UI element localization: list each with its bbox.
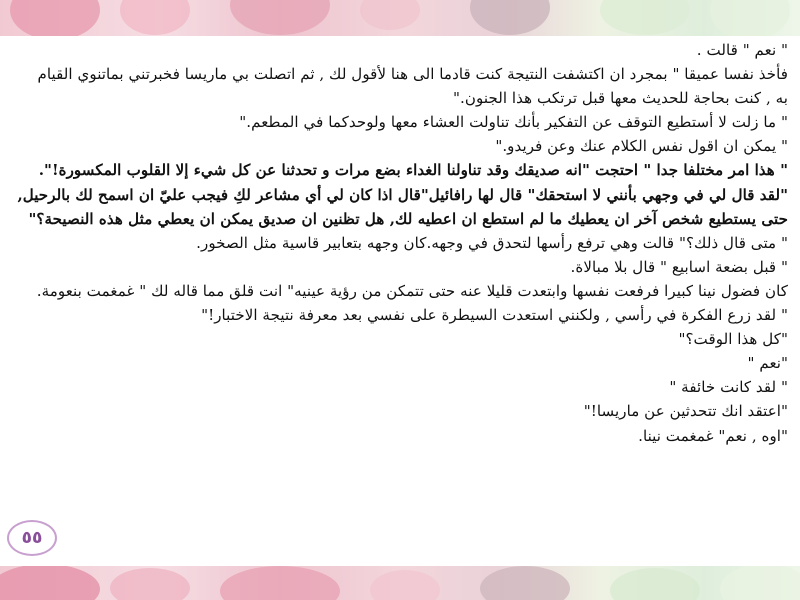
top-floral-banner	[0, 0, 800, 40]
text-line: " قبل بضعة اسابيع " قال بلا مبالاة.	[570, 257, 788, 276]
text-line: "نعم "	[747, 354, 788, 373]
text-line: "اعتقد انك تتحدثين عن ماريسا!"	[583, 402, 788, 421]
text-line: " يمكن ان اقول نفس الكلام عنك وعن فريدو."	[495, 137, 788, 156]
text-line: فأخذ نفسا عميقا " بمجرد ان اكتشفت النتيجة كنت قادما الى هنا لأقول لك , ثم اتصلت بي ماريسا فخبرتني بماتنوي القيام	[37, 65, 788, 84]
text-line: " ما زلت لا أستطيع التوقف عن التفكير بأنك تناولت العشاء معها ولوحدكما في المطعم."	[239, 113, 788, 132]
page-number-badge: ٥٥	[7, 520, 57, 556]
text-line: "لقد قال لي في وجهي بأنني لا استحقك" قال لها رافائيل"قال اذا كان لي أي مشاعر لكِ فيجب عليّ ان اسمح لك بالرحيل,	[17, 185, 788, 204]
text-line: " نعم " قالت .	[696, 41, 788, 59]
story-text	[10, 38, 788, 448]
text-line: "كل هذا الوقت؟"	[678, 330, 788, 349]
text-line: كان فضول نينا كبيرا فرفعت نفسها وابتعدت قليلا عنه حتى تتمكن من رؤية عينيه" انت قلق مما قاله لك " غمغمت بنعومة.	[36, 281, 788, 300]
text-line: " لقد زرع الفكرة في رأسي , ولكنني استعدت السيطرة على نفسي بعد معرفة نتيجة الاختبار!"	[201, 306, 788, 325]
text-line: حتى يستطيع شخص آخر ان يعطيك ما لم استطع ان اعطيه لك, هل تظنين ان صديق يمكن ان يعطي مثل هذه النصيحة؟"	[28, 209, 788, 228]
bottom-floral-banner	[0, 564, 800, 600]
text-line: " لقد كانت خائفة "	[669, 378, 788, 397]
text-line: به , كنت بحاجة للحديث معها قبل ترتكب هذا الجنون."	[453, 89, 788, 108]
text-line: " هذا امر مختلفا جدا " احتجت "انه صديقك وقد تناولنا الغداء بضع مرات و تحدثنا عن كل شيء إلا القلوب المكسورة!".	[38, 161, 788, 180]
text-line: " متى قال ذلك؟" قالت وهي ترفع رأسها لتحدق في وجهه.كان وجهه بتعابير قاسية مثل الصخور.	[196, 233, 788, 252]
page-sheet	[0, 36, 800, 566]
text-line: "اوه , نعم" غمغمت نينا.	[638, 426, 788, 445]
